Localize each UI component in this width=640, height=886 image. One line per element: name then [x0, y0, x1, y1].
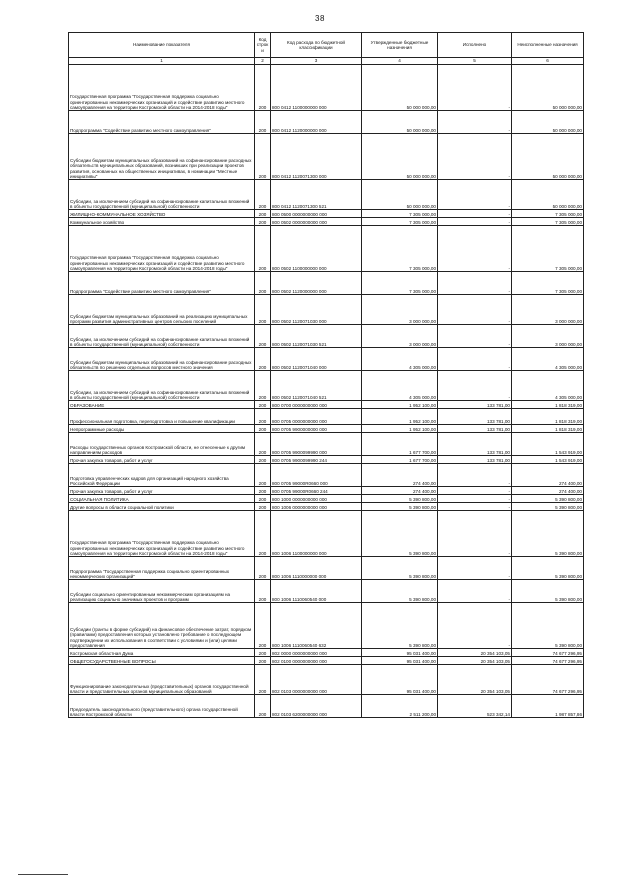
column-number: 3: [271, 58, 362, 65]
table-row: [69, 511, 584, 557]
row-name: Прочая закупка товаров, работ и услуг: [69, 456, 255, 464]
table-row: [69, 649, 584, 657]
row-executed: -: [438, 511, 512, 557]
row-unexecuted: 274 400,00: [512, 487, 584, 495]
row-executed: 20 354 103,05: [438, 649, 512, 657]
row-name: Субсидии, за исключением субсидий на софинансирование капитальных вложений в объекты государственной (муниципальной) собственности: [69, 180, 255, 210]
row-executed: 133 781,00: [438, 425, 512, 433]
row-executed: -: [438, 464, 512, 487]
row-expense-code: 800 0412 1120071300 000: [271, 134, 362, 180]
table-row: [69, 580, 584, 603]
table-row: [69, 401, 584, 409]
table-row: [69, 495, 584, 503]
row-name: Субсидии социально ориентированным некоммерческим организациям на реализацию социально значимых проектов и программ: [69, 580, 255, 603]
page-number: 38: [315, 14, 325, 23]
row-approved: 50 000 000,00: [362, 111, 438, 134]
row-unexecuted: 1 543 919,00: [512, 433, 584, 456]
table-row: [69, 180, 584, 210]
row-unexecuted: 7 305 000,00: [512, 226, 584, 272]
row-name: Субсидии бюджетам муниципальных образований на софинансирование расходных обязательств по решению отдельных вопросов местного значения: [69, 348, 255, 371]
table-row: [69, 425, 584, 433]
row-executed: -: [438, 226, 512, 272]
row-name: Председатель законодательного (представительного) органа государственной власти Костромской области: [69, 695, 255, 718]
row-name: Субсидии бюджетам муниципальных образований на реализацию муниципальных программ развития административных центров сельских поселений: [69, 295, 255, 325]
row-line-code: 200: [255, 464, 271, 487]
row-approved: 7 305 000,00: [362, 210, 438, 218]
row-unexecuted: 74 677 296,95: [512, 657, 584, 665]
table-row: [69, 695, 584, 718]
header-executed: Исполнено: [438, 33, 512, 58]
table-row: [69, 295, 584, 325]
row-approved: 1 952 100,00: [362, 401, 438, 409]
row-unexecuted: 7 305 000,00: [512, 218, 584, 226]
row-approved: 2 511 200,00: [362, 695, 438, 718]
row-approved: 3 000 000,00: [362, 325, 438, 348]
row-line-code: 200: [255, 295, 271, 325]
row-name: Государственная программа "Государственная поддержка социально ориентированных некоммерческих организаций и содействие развитию местного самоуправления на территории Костромской области на 2014-2018 годы": [69, 511, 255, 557]
row-line-code: 200: [255, 210, 271, 218]
row-name: Расходы государственных органов Костромской области, не отнесенные к другим направлениям расходов: [69, 433, 255, 456]
row-approved: 1 952 100,00: [362, 425, 438, 433]
row-name: ЖИЛИЩНО-КОММУНАЛЬНОЕ ХОЗЯЙСТВО: [69, 210, 255, 218]
row-expense-code: 800 0705 9900099990 244: [271, 456, 362, 464]
row-unexecuted: 5 390 800,00: [512, 603, 584, 649]
table-row: [69, 503, 584, 511]
row-unexecuted: 50 000 000,00: [512, 111, 584, 134]
row-executed: -: [438, 272, 512, 295]
row-line-code: 200: [255, 603, 271, 649]
row-approved: 5 390 800,00: [362, 580, 438, 603]
row-line-code: 200: [255, 495, 271, 503]
row-line-code: 200: [255, 657, 271, 665]
row-approved: 5 390 800,00: [362, 511, 438, 557]
row-approved: 95 031 400,00: [362, 665, 438, 695]
row-executed: -: [438, 134, 512, 180]
row-unexecuted: 50 000 000,00: [512, 134, 584, 180]
column-number: 2: [255, 58, 271, 65]
row-approved: 7 305 000,00: [362, 218, 438, 226]
row-line-code: 200: [255, 409, 271, 425]
row-approved: 95 031 400,00: [362, 657, 438, 665]
table-row: [69, 371, 584, 401]
table-row: [69, 272, 584, 295]
table-row: [69, 134, 584, 180]
row-approved: 5 390 800,00: [362, 495, 438, 503]
row-line-code: 200: [255, 401, 271, 409]
row-name: СОЦИАЛЬНАЯ ПОЛИТИКА: [69, 495, 255, 503]
row-executed: 523 342,14: [438, 695, 512, 718]
row-name: Субсидии (гранты в форме субсидий) на финансовое обеспечение затрат, порядком (правилами) предоставления которых установлено требование о последующем подтверждении их использования в соответствии с условиями и (или) целями предоставления: [69, 603, 255, 649]
row-expense-code: 800 0502 1100000000 000: [271, 226, 362, 272]
table-row: [69, 665, 584, 695]
row-line-code: 200: [255, 580, 271, 603]
row-executed: -: [438, 487, 512, 495]
row-line-code: 200: [255, 371, 271, 401]
row-expense-code: 802 0103 6200000000 000: [271, 695, 362, 718]
row-name: Подпрограмма "Содействие развитию местного самоуправления": [69, 111, 255, 134]
table-row: [69, 433, 584, 456]
row-unexecuted: 5 390 800,00: [512, 503, 584, 511]
row-line-code: 200: [255, 433, 271, 456]
row-approved: 5 390 800,00: [362, 503, 438, 511]
row-expense-code: 800 0412 1100000000 000: [271, 65, 362, 111]
row-unexecuted: 74 677 296,95: [512, 665, 584, 695]
row-executed: -: [438, 180, 512, 210]
column-number: 5: [438, 58, 512, 65]
row-expense-code: 800 0700 0000000000 000: [271, 401, 362, 409]
budget-execution-table: [68, 32, 584, 718]
row-line-code: 200: [255, 180, 271, 210]
row-unexecuted: 5 390 800,00: [512, 511, 584, 557]
row-expense-code: 802 0000 0000000000 000: [271, 649, 362, 657]
row-approved: 3 000 000,00: [362, 295, 438, 325]
row-approved: 1 952 100,00: [362, 409, 438, 425]
table-row: [69, 456, 584, 464]
row-line-code: 200: [255, 425, 271, 433]
row-expense-code: 800 0502 0000000000 000: [271, 218, 362, 226]
row-unexecuted: 1 543 919,00: [512, 456, 584, 464]
row-approved: 4 305 000,00: [362, 371, 438, 401]
footer-rule: [18, 874, 68, 875]
row-expense-code: 802 0103 0000000000 000: [271, 665, 362, 695]
row-line-code: 200: [255, 456, 271, 464]
row-executed: -: [438, 210, 512, 218]
row-executed: -: [438, 65, 512, 111]
row-expense-code: 800 0502 1120000000 000: [271, 272, 362, 295]
row-executed: -: [438, 371, 512, 401]
row-executed: -: [438, 111, 512, 134]
table-row: [69, 348, 584, 371]
row-executed: -: [438, 580, 512, 603]
row-name: Профессиональная подготовка, переподготовка и повышение квалификации: [69, 409, 255, 425]
column-number: 6: [512, 58, 584, 65]
row-executed: -: [438, 603, 512, 649]
table-row: [69, 325, 584, 348]
row-line-code: 200: [255, 503, 271, 511]
table-row: [69, 657, 584, 665]
row-expense-code: 800 0500 0000000000 000: [271, 210, 362, 218]
row-expense-code: 800 1000 0000000000 000: [271, 495, 362, 503]
row-expense-code: 800 0705 99000R0660 244: [271, 487, 362, 495]
header-expense-code: Код расхода по бюджетной классификации: [271, 33, 362, 58]
row-expense-code: 800 0705 99000R0660 000: [271, 464, 362, 487]
row-line-code: 200: [255, 348, 271, 371]
row-expense-code: 800 1006 1110060540 000: [271, 580, 362, 603]
row-expense-code: 800 0705 9900099990 000: [271, 433, 362, 456]
row-line-code: 200: [255, 134, 271, 180]
row-expense-code: 802 0100 0000000000 000: [271, 657, 362, 665]
row-expense-code: 800 0412 1120071300 521: [271, 180, 362, 210]
row-name: Субсидии, за исключением субсидий на софинансирование капитальных вложений в объекты государственной (муниципальной) собственности: [69, 325, 255, 348]
row-executed: -: [438, 557, 512, 580]
header-line-code: Код строк и: [255, 33, 271, 58]
table-row: [69, 603, 584, 649]
column-number: 1: [69, 58, 255, 65]
row-expense-code: 800 0502 1120071030 000: [271, 295, 362, 325]
row-unexecuted: 7 305 000,00: [512, 210, 584, 218]
row-unexecuted: 5 390 800,00: [512, 495, 584, 503]
row-executed: -: [438, 295, 512, 325]
row-unexecuted: 1 818 319,00: [512, 401, 584, 409]
row-executed: 133 781,00: [438, 401, 512, 409]
table-row: [69, 487, 584, 495]
row-unexecuted: 5 390 800,00: [512, 557, 584, 580]
row-line-code: 200: [255, 665, 271, 695]
row-line-code: 200: [255, 218, 271, 226]
row-unexecuted: 50 000 000,00: [512, 180, 584, 210]
row-expense-code: 800 1006 0000000000 000: [271, 503, 362, 511]
header-approved: Утвержденные бюджетные назначения: [362, 33, 438, 58]
row-unexecuted: 74 677 296,95: [512, 649, 584, 657]
row-name: Субсидии бюджетам муниципальных образований на софинансирование расходных обязательств муниципальных образований, возникших при реализации проектов развития, основанных на общественных инициативах, в номинации "Местные инициативы": [69, 134, 255, 180]
row-line-code: 200: [255, 511, 271, 557]
row-line-code: 200: [255, 487, 271, 495]
row-name: ОБЩЕГОСУДАРСТВЕННЫЕ ВОПРОСЫ: [69, 657, 255, 665]
row-executed: 133 781,00: [438, 433, 512, 456]
row-name: Государственная программа "Государственная поддержка социально ориентированных некоммерческих организаций и содействие развитию местного самоуправления на территории Костромской области на 2014-2018 годы": [69, 226, 255, 272]
row-name: Подпрограмма "Содействие развитию местного самоуправления": [69, 272, 255, 295]
row-executed: -: [438, 218, 512, 226]
row-approved: 1 677 700,00: [362, 433, 438, 456]
row-expense-code: 800 0502 1120071030 521: [271, 325, 362, 348]
row-unexecuted: 50 000 000,00: [512, 65, 584, 111]
row-expense-code: 800 1006 1100000000 000: [271, 511, 362, 557]
row-approved: 50 000 000,00: [362, 65, 438, 111]
row-unexecuted: 7 305 000,00: [512, 272, 584, 295]
row-unexecuted: 1 987 857,86: [512, 695, 584, 718]
row-line-code: 200: [255, 325, 271, 348]
row-approved: 50 000 000,00: [362, 134, 438, 180]
table-row: [69, 226, 584, 272]
table-row: [69, 557, 584, 580]
row-approved: 4 305 000,00: [362, 348, 438, 371]
row-expense-code: 800 0502 1120071040 521: [271, 371, 362, 401]
row-line-code: 200: [255, 557, 271, 580]
row-approved: 1 677 700,00: [362, 456, 438, 464]
row-name: Непрограммные расходы: [69, 425, 255, 433]
row-name: Государственная программа "Государственная поддержка социально ориентированных некоммерческих организаций и содействие развитию местного самоуправления на территории Костромской области на 2014-2018 годы": [69, 65, 255, 111]
row-approved: 5 390 800,00: [362, 557, 438, 580]
table-row: [69, 409, 584, 425]
table-row: [69, 210, 584, 218]
row-name: Прочая закупка товаров, работ и услуг: [69, 487, 255, 495]
row-line-code: 200: [255, 695, 271, 718]
row-expense-code: 800 0705 9900000000 000: [271, 425, 362, 433]
row-approved: 274 400,00: [362, 464, 438, 487]
row-name: Подпрограмма "Государственная поддержка социально ориентированных некоммерческих организаций": [69, 557, 255, 580]
row-approved: 5 390 800,00: [362, 603, 438, 649]
row-approved: 7 305 000,00: [362, 272, 438, 295]
row-executed: 20 354 103,05: [438, 665, 512, 695]
row-approved: 7 305 000,00: [362, 226, 438, 272]
row-expense-code: 800 1006 1110060540 632: [271, 603, 362, 649]
row-executed: 133 781,00: [438, 456, 512, 464]
row-executed: 133 781,00: [438, 409, 512, 425]
row-name: Другие вопросы в области социальной политики: [69, 503, 255, 511]
row-name: Субсидии, за исключением субсидий на софинансирование капитальных вложений в объекты государственной (муниципальной) собственности: [69, 371, 255, 401]
row-expense-code: 800 0705 0000000000 000: [271, 409, 362, 425]
row-unexecuted: 274 400,00: [512, 464, 584, 487]
row-unexecuted: 4 305 000,00: [512, 371, 584, 401]
row-expense-code: 800 0502 1120071040 000: [271, 348, 362, 371]
table-row: [69, 218, 584, 226]
row-expense-code: 800 1006 1110000000 000: [271, 557, 362, 580]
row-expense-code: 800 0412 1120000000 000: [271, 111, 362, 134]
row-executed: 20 354 103,05: [438, 657, 512, 665]
row-name: Коммунальное хозяйство: [69, 218, 255, 226]
table-row: [69, 111, 584, 134]
row-executed: -: [438, 495, 512, 503]
header-row: [69, 33, 584, 58]
row-line-code: 200: [255, 272, 271, 295]
row-unexecuted: 1 818 319,00: [512, 425, 584, 433]
row-executed: -: [438, 348, 512, 371]
row-executed: -: [438, 503, 512, 511]
row-line-code: 200: [255, 65, 271, 111]
header-unexecuted: Неисполненные назначения: [512, 33, 584, 58]
row-unexecuted: 4 305 000,00: [512, 348, 584, 371]
header-indicator-name: Наименование показателя: [69, 33, 255, 58]
row-unexecuted: 5 390 800,00: [512, 580, 584, 603]
table-row: [69, 464, 584, 487]
row-unexecuted: 3 000 000,00: [512, 295, 584, 325]
row-name: Функционирование законодательных (представительных) органов государственной власти и представительных органов муниципальных образований: [69, 665, 255, 695]
row-approved: 274 400,00: [362, 487, 438, 495]
row-line-code: 200: [255, 649, 271, 657]
row-approved: 95 031 400,00: [362, 649, 438, 657]
column-number-row: [69, 58, 584, 65]
row-unexecuted: 1 818 319,00: [512, 409, 584, 425]
row-name: Костромская областная Дума: [69, 649, 255, 657]
row-name: ОБРАЗОВАНИЕ: [69, 401, 255, 409]
row-unexecuted: 3 000 000,00: [512, 325, 584, 348]
table-row: [69, 65, 584, 111]
row-name: Подготовка управленческих кадров для организаций народного хозяйства Российской Федерации: [69, 464, 255, 487]
column-number: 4: [362, 58, 438, 65]
row-line-code: 200: [255, 226, 271, 272]
row-executed: -: [438, 325, 512, 348]
row-line-code: 200: [255, 111, 271, 134]
row-approved: 50 000 000,00: [362, 180, 438, 210]
